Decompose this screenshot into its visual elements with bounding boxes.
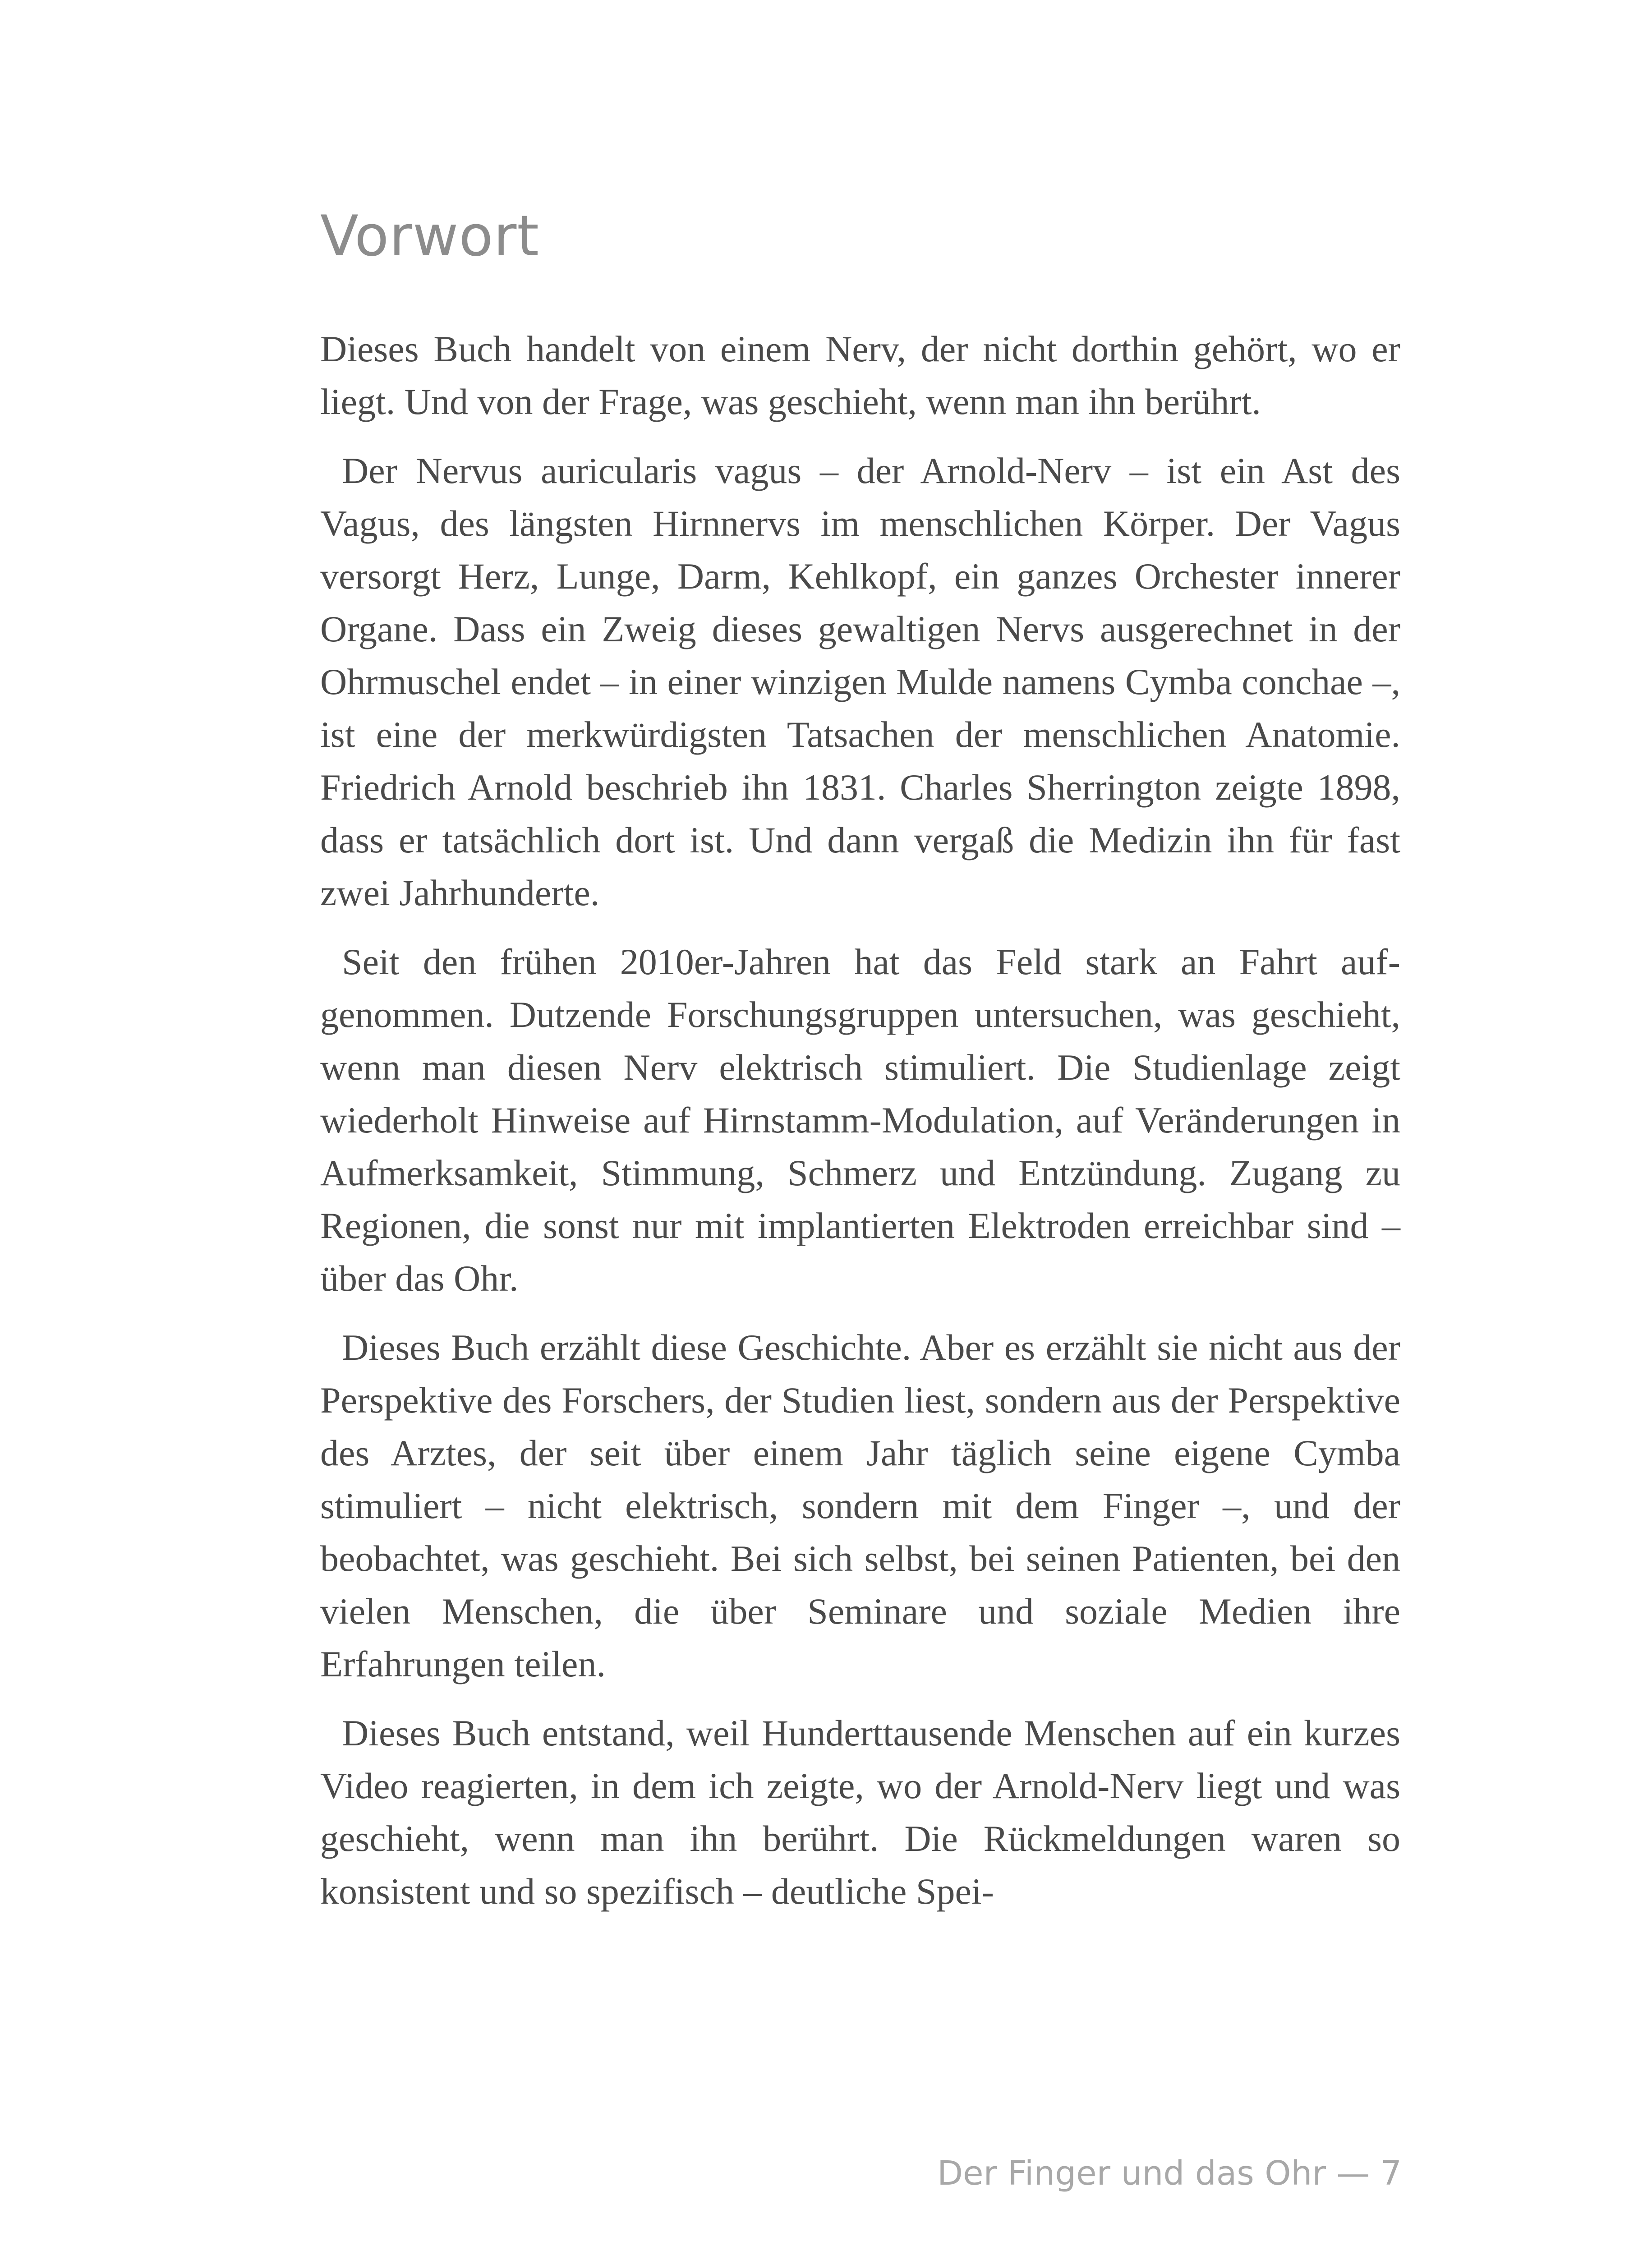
running-footer: Der Finger und das Ohr — 7 — [937, 2154, 1402, 2193]
paragraph-5: Dieses Buch entstand, weil Hunderttausende Menschen auf ein kurzes Video reagierten, in dem ich zeigte, wo der Arnold-Nerv liegt und was geschieht, wenn man ihn berührt. Die Rückmeldungen waren so konsistent und so spezifisch – deutliche Spei- — [320, 1712, 1400, 1912]
paragraph-2: Der Nervus auricularis vagus – der Arnold-Nerv – ist ein Ast des Vagus, des längsten Hirnnervs im menschlichen Körper. Der Vagus versorgt Herz, Lunge, Darm, Kehlkopf, ein ganzes Orchester innerer Organe. Dass ein Zweig dieses gewaltigen Nervs ausgerechnet in der Ohrmuschel endet – in einer winzigen Mulde namens Cymba conchae –, ist eine der merkwürdigsten Tatsachen der menschlichen Anatomie. Friedrich Arnold beschrieb ihn 1831. Charles Sherrington zeigte 1898, dass er tatsächlich dort ist. Und dann vergaß die Medizin ihn für fast zwei Jahrhunderte. — [320, 450, 1400, 913]
paragraph-3: Seit den frühen 2010er-Jahren hat das Feld stark an Fahrt aufgenommen. Dutzende Forschungsgruppen untersuchen, was geschieht, wenn man diesen Nerv elektrisch stimuliert. Die Studienlage zeigt wiederholt Hinweise auf Hirnstamm-Modulation, auf Veränderungen in Aufmerksamkeit, Stimmung, Schmerz und Entzündung. Zugang zu Regionen, die sonst nur mit implantierten Elektroden erreichbar sind – über das Ohr. — [320, 941, 1400, 1299]
paragraph-1: Dieses Buch handelt von einem Nerv, der nicht dorthin gehört, wo er liegt. Und von der Frage, was geschieht, wenn man ihn berührt. — [320, 328, 1400, 422]
paragraph-4: Dieses Buch erzählt diese Geschichte. Aber es erzählt sie nicht aus der Perspektive des Forschers, der Studien liest, sondern aus der Perspektive des Arztes, der seit über einem Jahr täglich seine eigene Cymba stimuliert – nicht elektrisch, sondern mit dem Finger –, und der beobachtet, was geschieht. Bei sich selbst, bei seinen Patienten, bei den vielen Menschen, die über Seminare und soziale Medien ihre Erfahrungen teilen. — [320, 1327, 1400, 1684]
chapter-heading: Vorwort — [320, 204, 539, 269]
body-text — [320, 322, 1400, 1934]
